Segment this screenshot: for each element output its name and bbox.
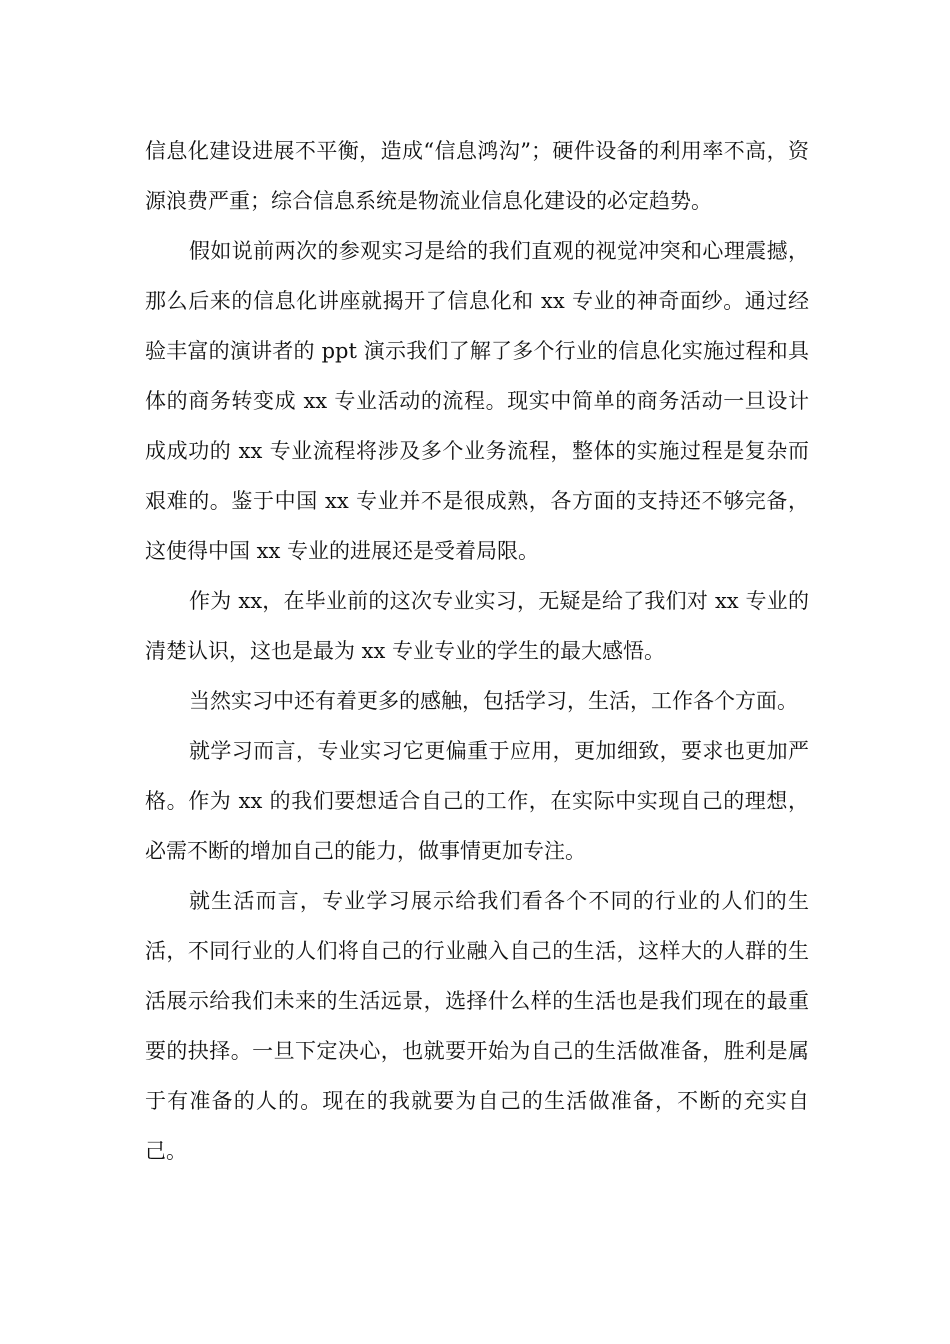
document-body <box>145 126 809 1176</box>
paragraph-2: 假如说前两次的参观实习是给的我们直观的视觉冲突和心理震撼，那么后来的信息化讲座就揭开了信息化和 xx 专业的神奇面纱。通过经验丰富的演讲者的 ppt 演示我们了解了多个行业的信息化实施过程和具体的商务转变成 xx 专业活动的流程。现实中简单的商务活动一旦设计成成功的 xx 专业流程将涉及多个业务流程，整体的实施过程是复杂而艰难的。鉴于中国 xx 专业并不是很成熟，各方面的支持还不够完备，这使得中国 xx 专业的进展还是受着局限。 <box>145 239 809 563</box>
paragraph-6: 就生活而言，专业学习展示给我们看各个不同的行业的人们的生活，不同行业的人们将自己的行业融入自己的生活，这样大的人群的生活展示给我们未来的生活远景，选择什么样的生活也是我们现在的最重要的抉择。一旦下定决心，也就要开始为自己的生活做准备，胜利是属于有准备的人的。现在的我就要为自己的生活做准备，不断的充实自己。 <box>145 889 809 1163</box>
paragraph-4: 当然实习中还有着更多的感触，包括学习，生活，工作各个方面。 <box>189 689 798 713</box>
paragraph-3: 作为 xx，在毕业前的这次专业实习，无疑是给了我们对 xx 专业的清楚认识，这也是最为 xx 专业专业的学生的最大感悟。 <box>145 589 809 663</box>
paragraph-5: 就学习而言，专业实习它更偏重于应用，更加细致，要求也更加严格。作为 xx 的我们要想适合自己的工作，在实际中实现自己的理想，必需不断的增加自己的能力，做事情更加专注。 <box>145 739 809 863</box>
paragraph-1: 信息化建设进展不平衡，造成“信息鸿沟”；硬件设备的利用率不高，资源浪费严重；综合信息系统是物流业信息化建设的必定趋势。 <box>145 139 809 213</box>
